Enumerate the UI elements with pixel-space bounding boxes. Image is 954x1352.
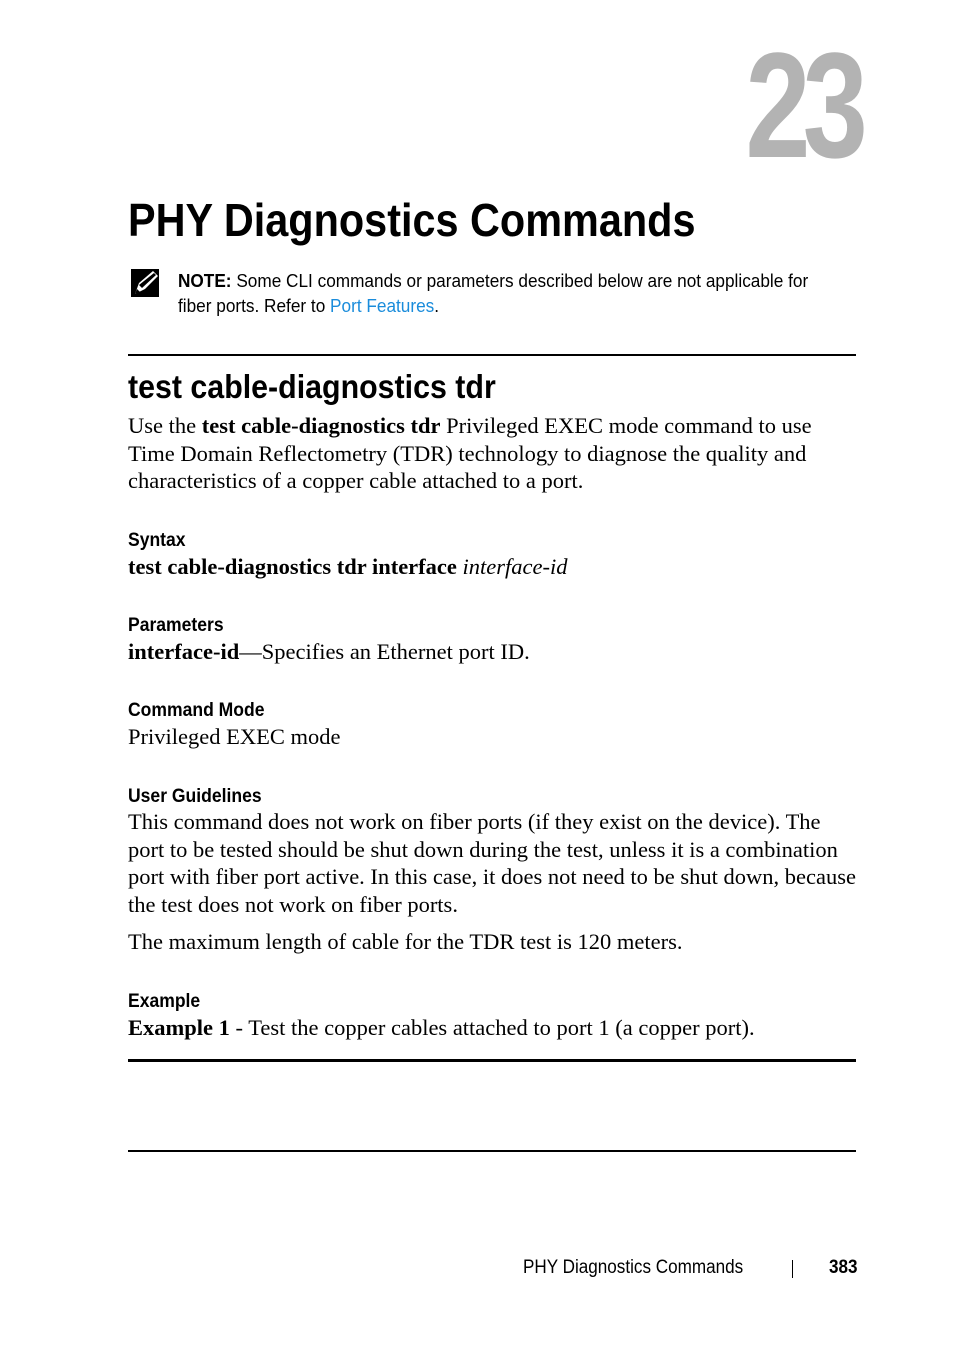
example-box-top-rule <box>128 1059 856 1062</box>
command-intro <box>128 412 856 495</box>
syntax-heading: Syntax <box>128 529 186 551</box>
syntax-command: test cable-diagnostics tdr interface <box>128 554 457 579</box>
example-heading: Example <box>128 990 201 1012</box>
example-label: Example 1 <box>128 1015 230 1040</box>
footer-section-title: PHY Diagnostics Commands <box>523 1257 744 1278</box>
intro-prefix: Use the <box>128 413 202 438</box>
footer-page-number: 383 <box>829 1257 858 1278</box>
parameter-name: interface-id <box>128 639 240 664</box>
footer-separator <box>792 1260 793 1278</box>
port-features-link[interactable]: Port Features <box>330 295 435 316</box>
parameter-description: —Specifies an Ethernet port ID. <box>239 639 530 664</box>
example-text: - Test the copper cables attached to port 1 (a copper port). <box>229 1015 755 1040</box>
note-text: Some CLI commands or parameters described below are not applicable for fiber ports. Refer to <box>178 270 809 316</box>
parameters-heading: Parameters <box>128 614 224 636</box>
note-end: . <box>434 295 440 316</box>
syntax-argument: interface-id <box>462 554 568 579</box>
command-mode-text: Privileged EXEC mode <box>128 724 341 749</box>
intro-command: test cable-diagnostics tdr <box>201 413 441 438</box>
user-guidelines-heading: User Guidelines <box>128 785 262 807</box>
chapter-number: 23 <box>745 21 860 189</box>
note-pencil-icon <box>130 268 162 300</box>
command-title: test cable-diagnostics tdr <box>128 368 496 405</box>
section-rule-top <box>128 354 856 356</box>
example-box-bottom-rule <box>128 1150 856 1152</box>
note-box <box>178 268 820 318</box>
chapter-title: PHY Diagnostics Commands <box>128 194 696 246</box>
user-guidelines-paragraph-2: The maximum length of cable for the TDR test is 120 meters. <box>128 929 683 954</box>
command-mode-heading: Command Mode <box>128 699 265 721</box>
intro-suffix: Privileged EXEC mode command to use Time Domain Reflectometry (TDR) technology to diagnose the quality and characteristics of a copper cable attached to a port. <box>128 413 812 493</box>
syntax-line <box>128 553 856 581</box>
note-label: NOTE: <box>178 270 232 291</box>
example-line <box>128 1014 856 1042</box>
user-guidelines-paragraph-1: This command does not work on fiber ports (if they exist on the device). The port to be tested should be shut down during the test, unless it is a combination port with fiber port active. In this case, it does not need to be shut down, because the test does not work on fiber ports. <box>128 809 856 917</box>
parameter-line <box>128 638 856 666</box>
